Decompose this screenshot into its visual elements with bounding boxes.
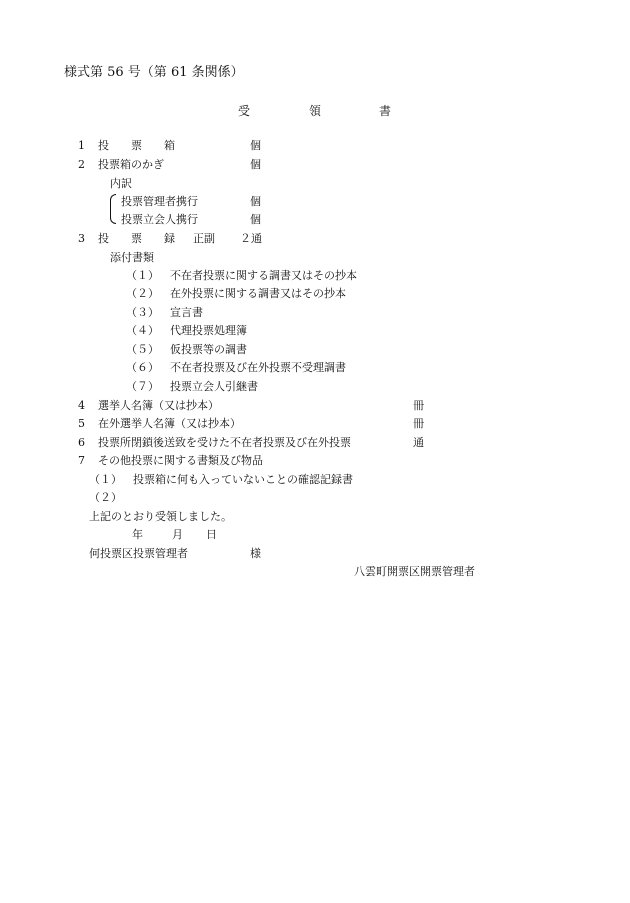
breakdown-label: 内訳 (110, 177, 132, 190)
breakdown-bracket (110, 194, 116, 224)
attachment-text: 不在者投票に関する調書又はその抄本 (170, 269, 357, 282)
honorific: 様 (250, 547, 261, 560)
receipt-statement: 上記のとおり受領しました。 (89, 510, 232, 523)
title-char-3: 書 (379, 104, 392, 118)
title-char-2: 領 (309, 104, 322, 118)
item-unit: 通 (413, 436, 424, 449)
item-label: 投 票 箱 (98, 139, 175, 152)
item-label: その他投票に関する書類及び物品 (98, 454, 263, 467)
addressee: 何投票区投票管理者 (89, 547, 188, 560)
item-number: 1 (78, 139, 85, 152)
title-char-1: 受 (238, 104, 251, 118)
attachment-text: 不在者投票及び在外投票不受理調書 (170, 361, 346, 374)
attachment-number: （１） (126, 269, 159, 282)
date-month: 月 (172, 528, 183, 541)
attachment-number: （７） (126, 380, 159, 393)
attachment-text: 投票立会人引継書 (170, 380, 258, 393)
item-number: 2 (78, 158, 85, 171)
item-label: 投票所閉鎖後送致を受けた不在者投票及び在外投票 (98, 436, 351, 449)
attachment-text: 代理投票処理簿 (170, 324, 247, 337)
breakdown-item-label: 投票管理者携行 (121, 195, 198, 208)
attachment-number: （４） (126, 324, 159, 337)
subitem-text: 投票箱に何も入っていないことの確認記録書 (133, 473, 353, 486)
item-label: 在外選挙人名簿（又は抄本） (98, 417, 241, 430)
item-unit: 個 (250, 139, 261, 152)
breakdown-item-label: 投票立会人携行 (121, 213, 198, 226)
attachment-number: （５） (126, 343, 159, 356)
attachment-text: 宣言書 (170, 306, 203, 319)
attachment-text: 仮投票等の調書 (170, 343, 247, 356)
item-number: 3 (78, 232, 85, 245)
item-unit: 冊 (413, 417, 424, 430)
attachments-label: 添付書類 (110, 251, 154, 264)
attachment-number: （２） (126, 287, 159, 300)
item-count: ２通 (240, 232, 262, 245)
form-number: 様式第 56 号（第 61 条関係） (64, 65, 244, 80)
attachment-number: （３） (126, 306, 159, 319)
item-label: 選挙人名簿（又は抄本） (98, 399, 219, 412)
attachment-number: （６） (126, 361, 159, 374)
signer: 八雲町開票区開票管理者 (354, 565, 475, 578)
item-number: 5 (78, 417, 85, 430)
attachment-text: 在外投票に関する調書又はその抄本 (170, 287, 346, 300)
item-copies: 正副 (193, 232, 215, 245)
item-number: 6 (78, 436, 85, 449)
item-unit: 個 (250, 158, 261, 171)
date-day: 日 (206, 528, 217, 541)
breakdown-item-unit: 個 (250, 213, 261, 226)
item-unit: 冊 (413, 399, 424, 412)
breakdown-item-unit: 個 (250, 195, 261, 208)
subitem-number: （２） (89, 491, 122, 504)
item-label: 投票箱のかぎ (98, 158, 164, 171)
item-number: 4 (78, 399, 85, 412)
subitem-number: （１） (89, 473, 122, 486)
item-label: 投 票 録 (98, 232, 175, 245)
item-number: 7 (78, 454, 85, 467)
date-year: 年 (132, 528, 143, 541)
